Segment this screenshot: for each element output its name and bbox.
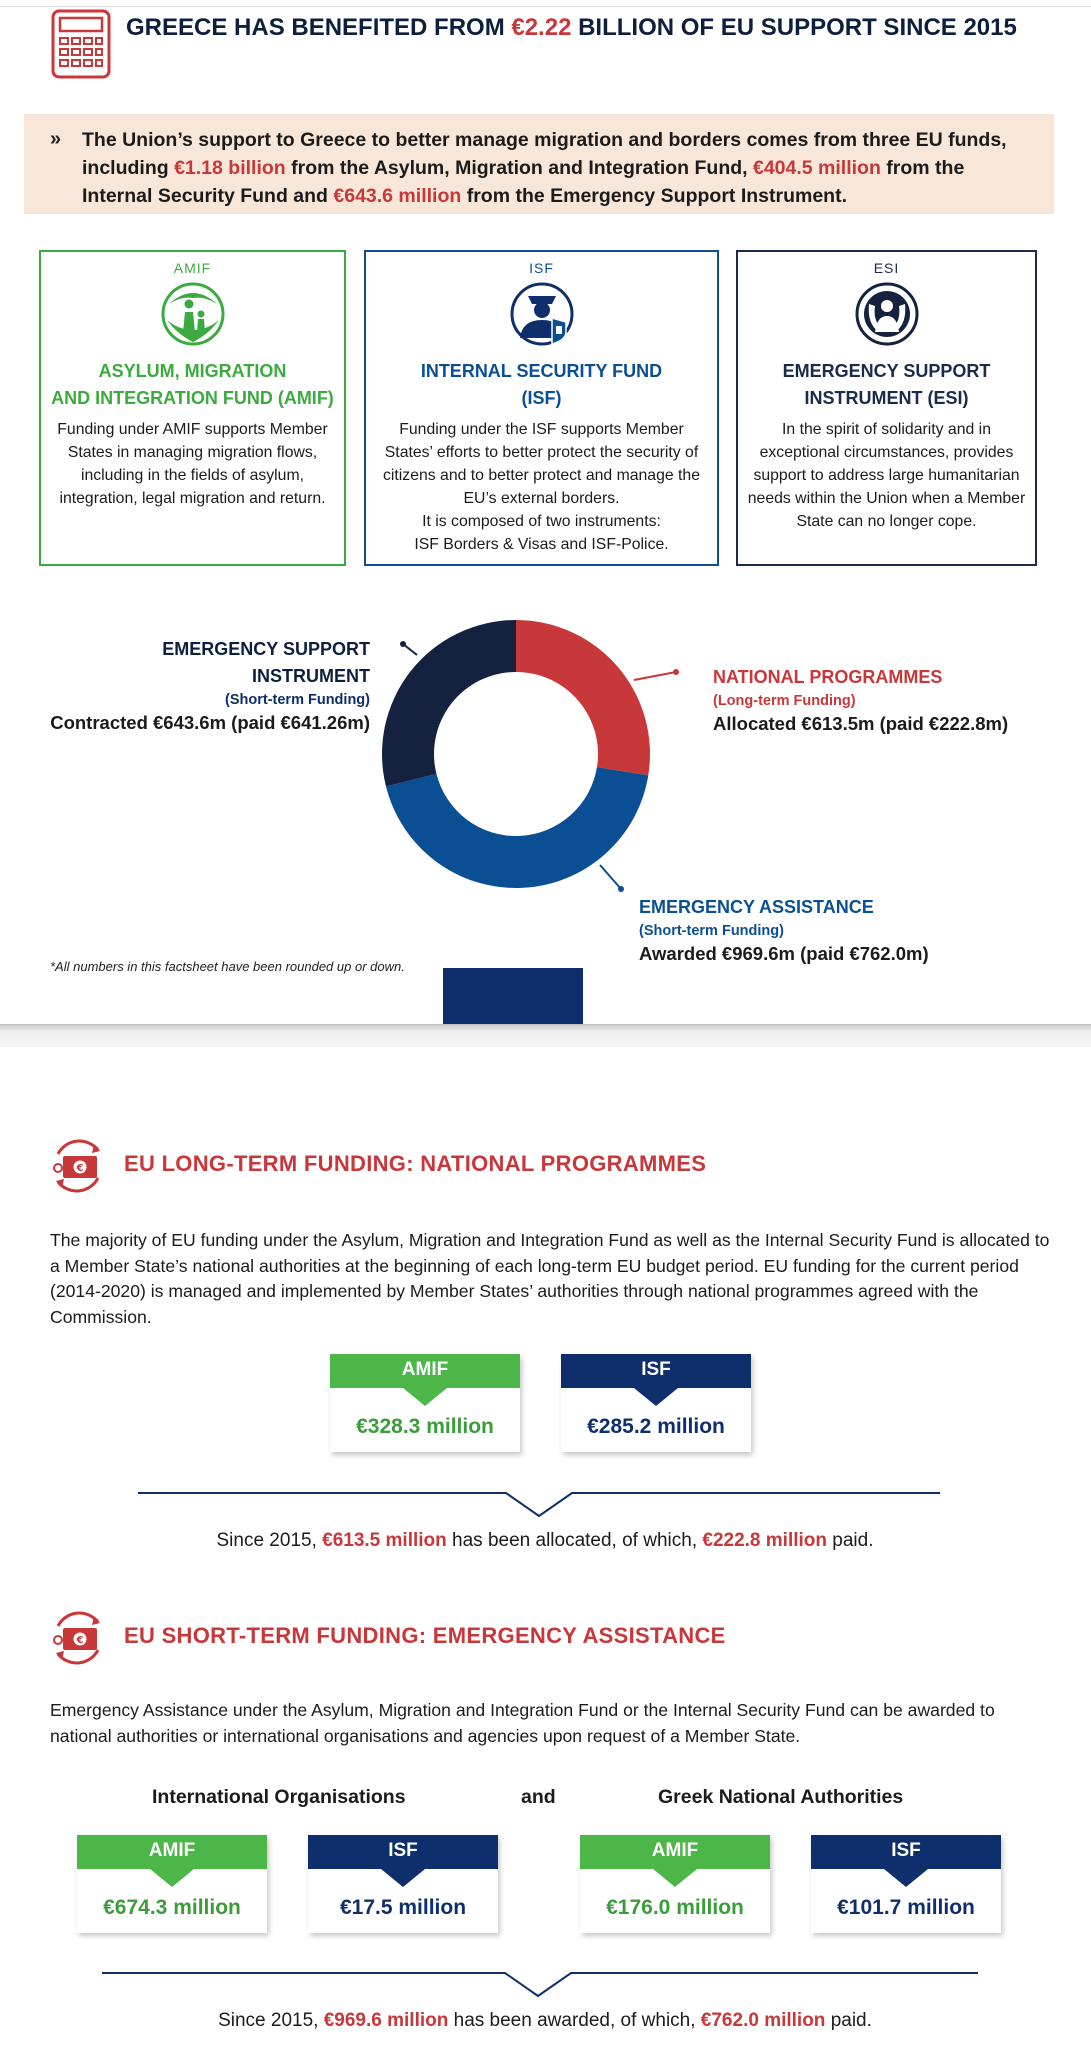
- box-amount: €17.5 million: [339, 1896, 467, 1919]
- long-term-bracket-line: [136, 1486, 942, 1520]
- box-label: ISF: [641, 1359, 671, 1380]
- short-term-isf-gna-box: [811, 1835, 1001, 1933]
- np-label-sub: (Long-term Funding): [713, 693, 856, 709]
- donut-segments: [382, 620, 650, 888]
- esi-card-tag: ESI: [873, 260, 900, 276]
- ea-label-value: Awarded €969.6m (paid €762.0m): [639, 943, 929, 964]
- svg-text:€: €: [76, 1635, 84, 1646]
- esi-card-description: In the spirit of solidarity and in exceptional circumstances, provides support to address large humanitarian needs within the Union when a Member State can no longer cope.: [747, 421, 1026, 530]
- amif-card-title: ASYLUM, MIGRATION AND INTEGRATION FUND (AMIF): [51, 361, 334, 408]
- box-label: ISF: [388, 1840, 418, 1861]
- np-donut-label: [713, 664, 1083, 737]
- esi-leader-dot: [400, 641, 406, 647]
- svg-text:€: €: [76, 1163, 84, 1174]
- isf-card: [364, 250, 719, 566]
- long-term-isf-box: [561, 1354, 751, 1452]
- short-term-amif-gna-box: [580, 1835, 770, 1933]
- calculator-icon: [50, 8, 112, 80]
- box-amount: €285.2 million: [587, 1415, 725, 1438]
- funding-donut-chart: [380, 618, 680, 898]
- np-leader-dot: [673, 669, 679, 675]
- esi-card-title: EMERGENCY SUPPORT INSTRUMENT (ESI): [782, 361, 991, 408]
- short-term-amif-io-box: [77, 1835, 267, 1933]
- box-label: ISF: [891, 1840, 921, 1861]
- isf-card-description: Funding under the ISF supports Member States’ efforts to better protect the security of citizens and to better protect and manage the EU’s external borders. It is composed of two instruments: ISF Borders & Visas and ISF-Police.: [382, 421, 701, 553]
- summary-bullet: »: [50, 128, 62, 150]
- box-label: AMIF: [651, 1840, 699, 1861]
- esi-donut-label: [20, 636, 370, 736]
- box-amount: €328.3 million: [356, 1415, 494, 1438]
- box-amount: €101.7 million: [837, 1896, 975, 1919]
- footnote: *All numbers in this factsheet have been rounded up or down.: [50, 959, 405, 974]
- box-label: AMIF: [401, 1359, 449, 1380]
- ea-donut-label: [639, 894, 1079, 967]
- short-term-title: EU SHORT-TERM FUNDING: EMERGENCY ASSISTANCE: [124, 1623, 726, 1648]
- np-label-value: Allocated €613.5m (paid €222.8m): [713, 713, 1009, 734]
- short-term-summary: Since 2015, €969.6 million has been awarded, of which, €762.0 million paid.: [218, 2010, 872, 2031]
- esi-label-title: EMERGENCY SUPPORT INSTRUMENT: [162, 639, 370, 686]
- np-segment: [516, 620, 650, 775]
- esi-label-sub: (Short-term Funding): [225, 692, 370, 708]
- page-divider: [0, 1024, 1091, 1047]
- top-rule: [0, 6, 1091, 7]
- money-cycle-icon: [48, 1608, 108, 1668]
- summary-box: [24, 114, 1054, 214]
- hands-protect-person-icon: [851, 274, 923, 346]
- group-greek-national-authorities: Greek National Authorities: [658, 1786, 904, 1808]
- np-leader-line: [634, 672, 676, 680]
- np-label-title: NATIONAL PROGRAMMES: [713, 667, 943, 687]
- money-cycle-icon: [48, 1136, 108, 1196]
- decorative-navy-block: [443, 968, 583, 1024]
- ea-label-title: EMERGENCY ASSISTANCE: [639, 897, 874, 917]
- long-term-summary: Since 2015, €613.5 million has been allocated, of which, €222.8 million paid.: [216, 1530, 874, 1551]
- family-globe-icon: [157, 274, 229, 346]
- amif-card-description: Funding under AMIF supports Member States in managing migration flows, including in the fields of asylum, integration, legal migration and return.: [57, 421, 328, 507]
- ea-leader-dot: [618, 886, 624, 892]
- police-officer-icon: [506, 274, 578, 346]
- summary-text: The Union’s support to Greece to better manage migration and borders comes from three EU funds, including €1.18 billion from the Asylum, Migration and Integration Fund, €404.5 million from the Internal Security Fund and €643.6 million from the Emergency Support Instrument.: [82, 129, 1007, 207]
- amif-card: [39, 250, 346, 566]
- ea-leader-line: [600, 865, 621, 889]
- isf-card-title: INTERNAL SECURITY FUND (ISF): [420, 361, 663, 408]
- amif-card-tag: AMIF: [173, 260, 212, 276]
- group-international-organisations: International Organisations: [152, 1786, 406, 1808]
- box-amount: €674.3 million: [103, 1896, 241, 1919]
- page-title: GREECE HAS BENEFITED FROM €2.22 BILLION OF EU SUPPORT SINCE 2015: [126, 14, 1017, 41]
- long-term-title: EU LONG-TERM FUNDING: NATIONAL PROGRAMMES: [124, 1151, 707, 1176]
- group-and: and: [521, 1786, 556, 1808]
- esi-label-value: Contracted €643.6m (paid €641.26m): [50, 712, 370, 733]
- box-label: AMIF: [148, 1840, 196, 1861]
- ea-label-sub: (Short-term Funding): [639, 923, 784, 939]
- short-term-isf-io-box: [308, 1835, 498, 1933]
- isf-card-tag: ISF: [529, 260, 554, 276]
- short-term-bracket-line: [100, 1966, 980, 2000]
- esi-card: [736, 250, 1037, 566]
- long-term-amif-box: [330, 1354, 520, 1452]
- ea-segment: [386, 767, 648, 888]
- box-amount: €176.0 million: [606, 1896, 744, 1919]
- long-term-paragraph: The majority of EU funding under the Asylum, Migration and Integration Fund as well as the Internal Security Fund is allocated to a Member State’s national authorities at the beginning of each long-term EU budget period. EU funding for the current period (2014-2020) is managed and implemented by Member States’ authorities through national programmes agreed with the Commission.: [50, 1230, 1050, 1327]
- short-term-paragraph: Emergency Assistance under the Asylum, Migration and Integration Fund or the Internal Security Fund can be awarded to national authorities or international organisations and agencies upon request of a Member State.: [50, 1700, 995, 1746]
